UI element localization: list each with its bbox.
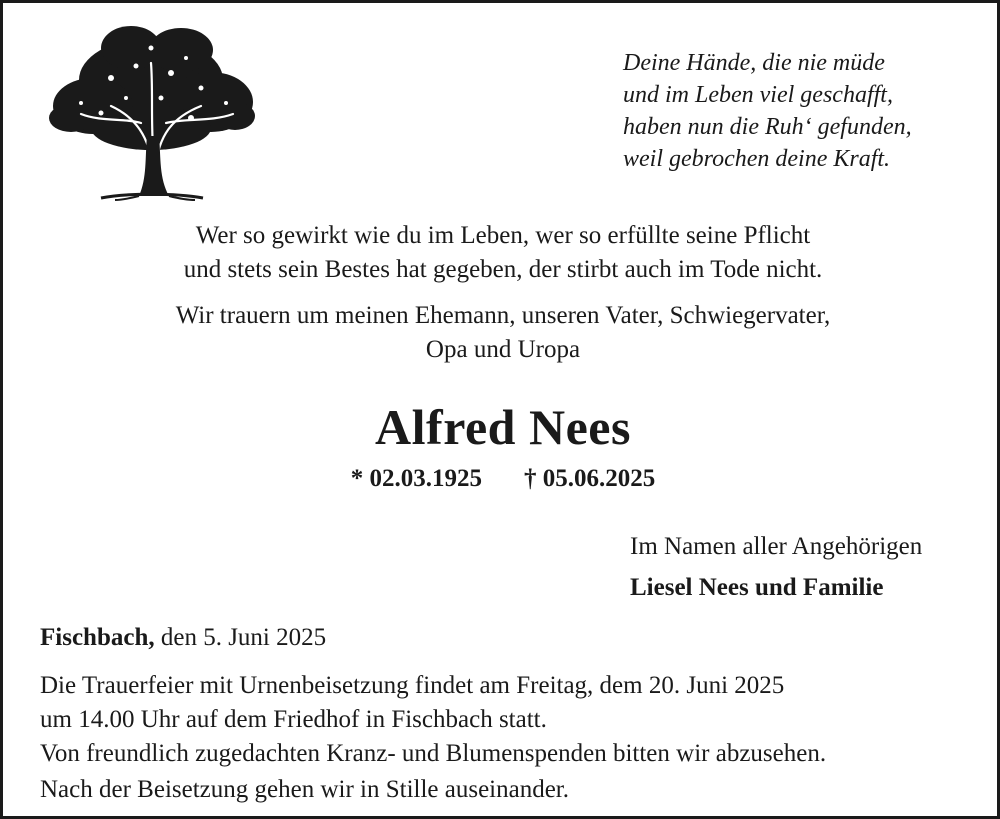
mourning-line: Wir trauern um meinen Ehemann, unseren Vater, Schwiegervater, xyxy=(175,302,831,329)
poem-line: weil gebrochen deine Kraft. xyxy=(623,146,891,172)
silence-notice xyxy=(40,773,980,807)
funeral-notice xyxy=(40,669,980,737)
life-dates xyxy=(3,462,1000,496)
poem-line: haben nun die Ruh‘ gefunden, xyxy=(623,114,912,140)
poem-line: und im Leben viel geschafft, xyxy=(623,82,893,108)
silence-line: Nach der Beisetzung gehen wir in Stille auseinander. xyxy=(40,776,570,803)
quote-line: Wer so gewirkt wie du im Leben, wer so erfüllte seine Pflicht xyxy=(195,222,811,249)
death-date: † 05.06.2025 xyxy=(524,465,656,492)
flowers-line: Von freundlich zugedachten Kranz- und Blumenspenden bitten wir abzusehen. xyxy=(40,740,827,767)
tree-icon xyxy=(41,18,261,203)
birth-date: * 02.03.1925 xyxy=(350,465,482,492)
poem-line: Deine Hände, die nie müde xyxy=(623,50,885,76)
mourning-statement xyxy=(3,299,1000,367)
funeral-line: Die Trauerfeier mit Urnenbeisetzung findet am Freitag, dem 20. Juni 2025 xyxy=(40,672,785,699)
family-signature: Liesel Nees und Familie xyxy=(630,574,884,601)
memorial-quote xyxy=(3,219,1000,287)
notice-date: den 5. Juni 2025 xyxy=(154,624,327,651)
on-behalf-label: Im Namen aller Angehörigen xyxy=(630,533,923,560)
place-name: Fischbach, xyxy=(40,624,155,651)
deceased-name: Alfred Nees xyxy=(375,399,631,455)
mourning-line: Opa und Uropa xyxy=(425,336,581,363)
flowers-notice xyxy=(40,737,980,771)
place-and-date xyxy=(40,621,326,655)
quote-line: und stets sein Bestes hat gegeben, der stirbt auch im Tode nicht. xyxy=(183,256,823,283)
poem xyxy=(623,47,983,175)
funeral-line: um 14.00 Uhr auf dem Friedhof in Fischbach statt. xyxy=(40,706,547,733)
